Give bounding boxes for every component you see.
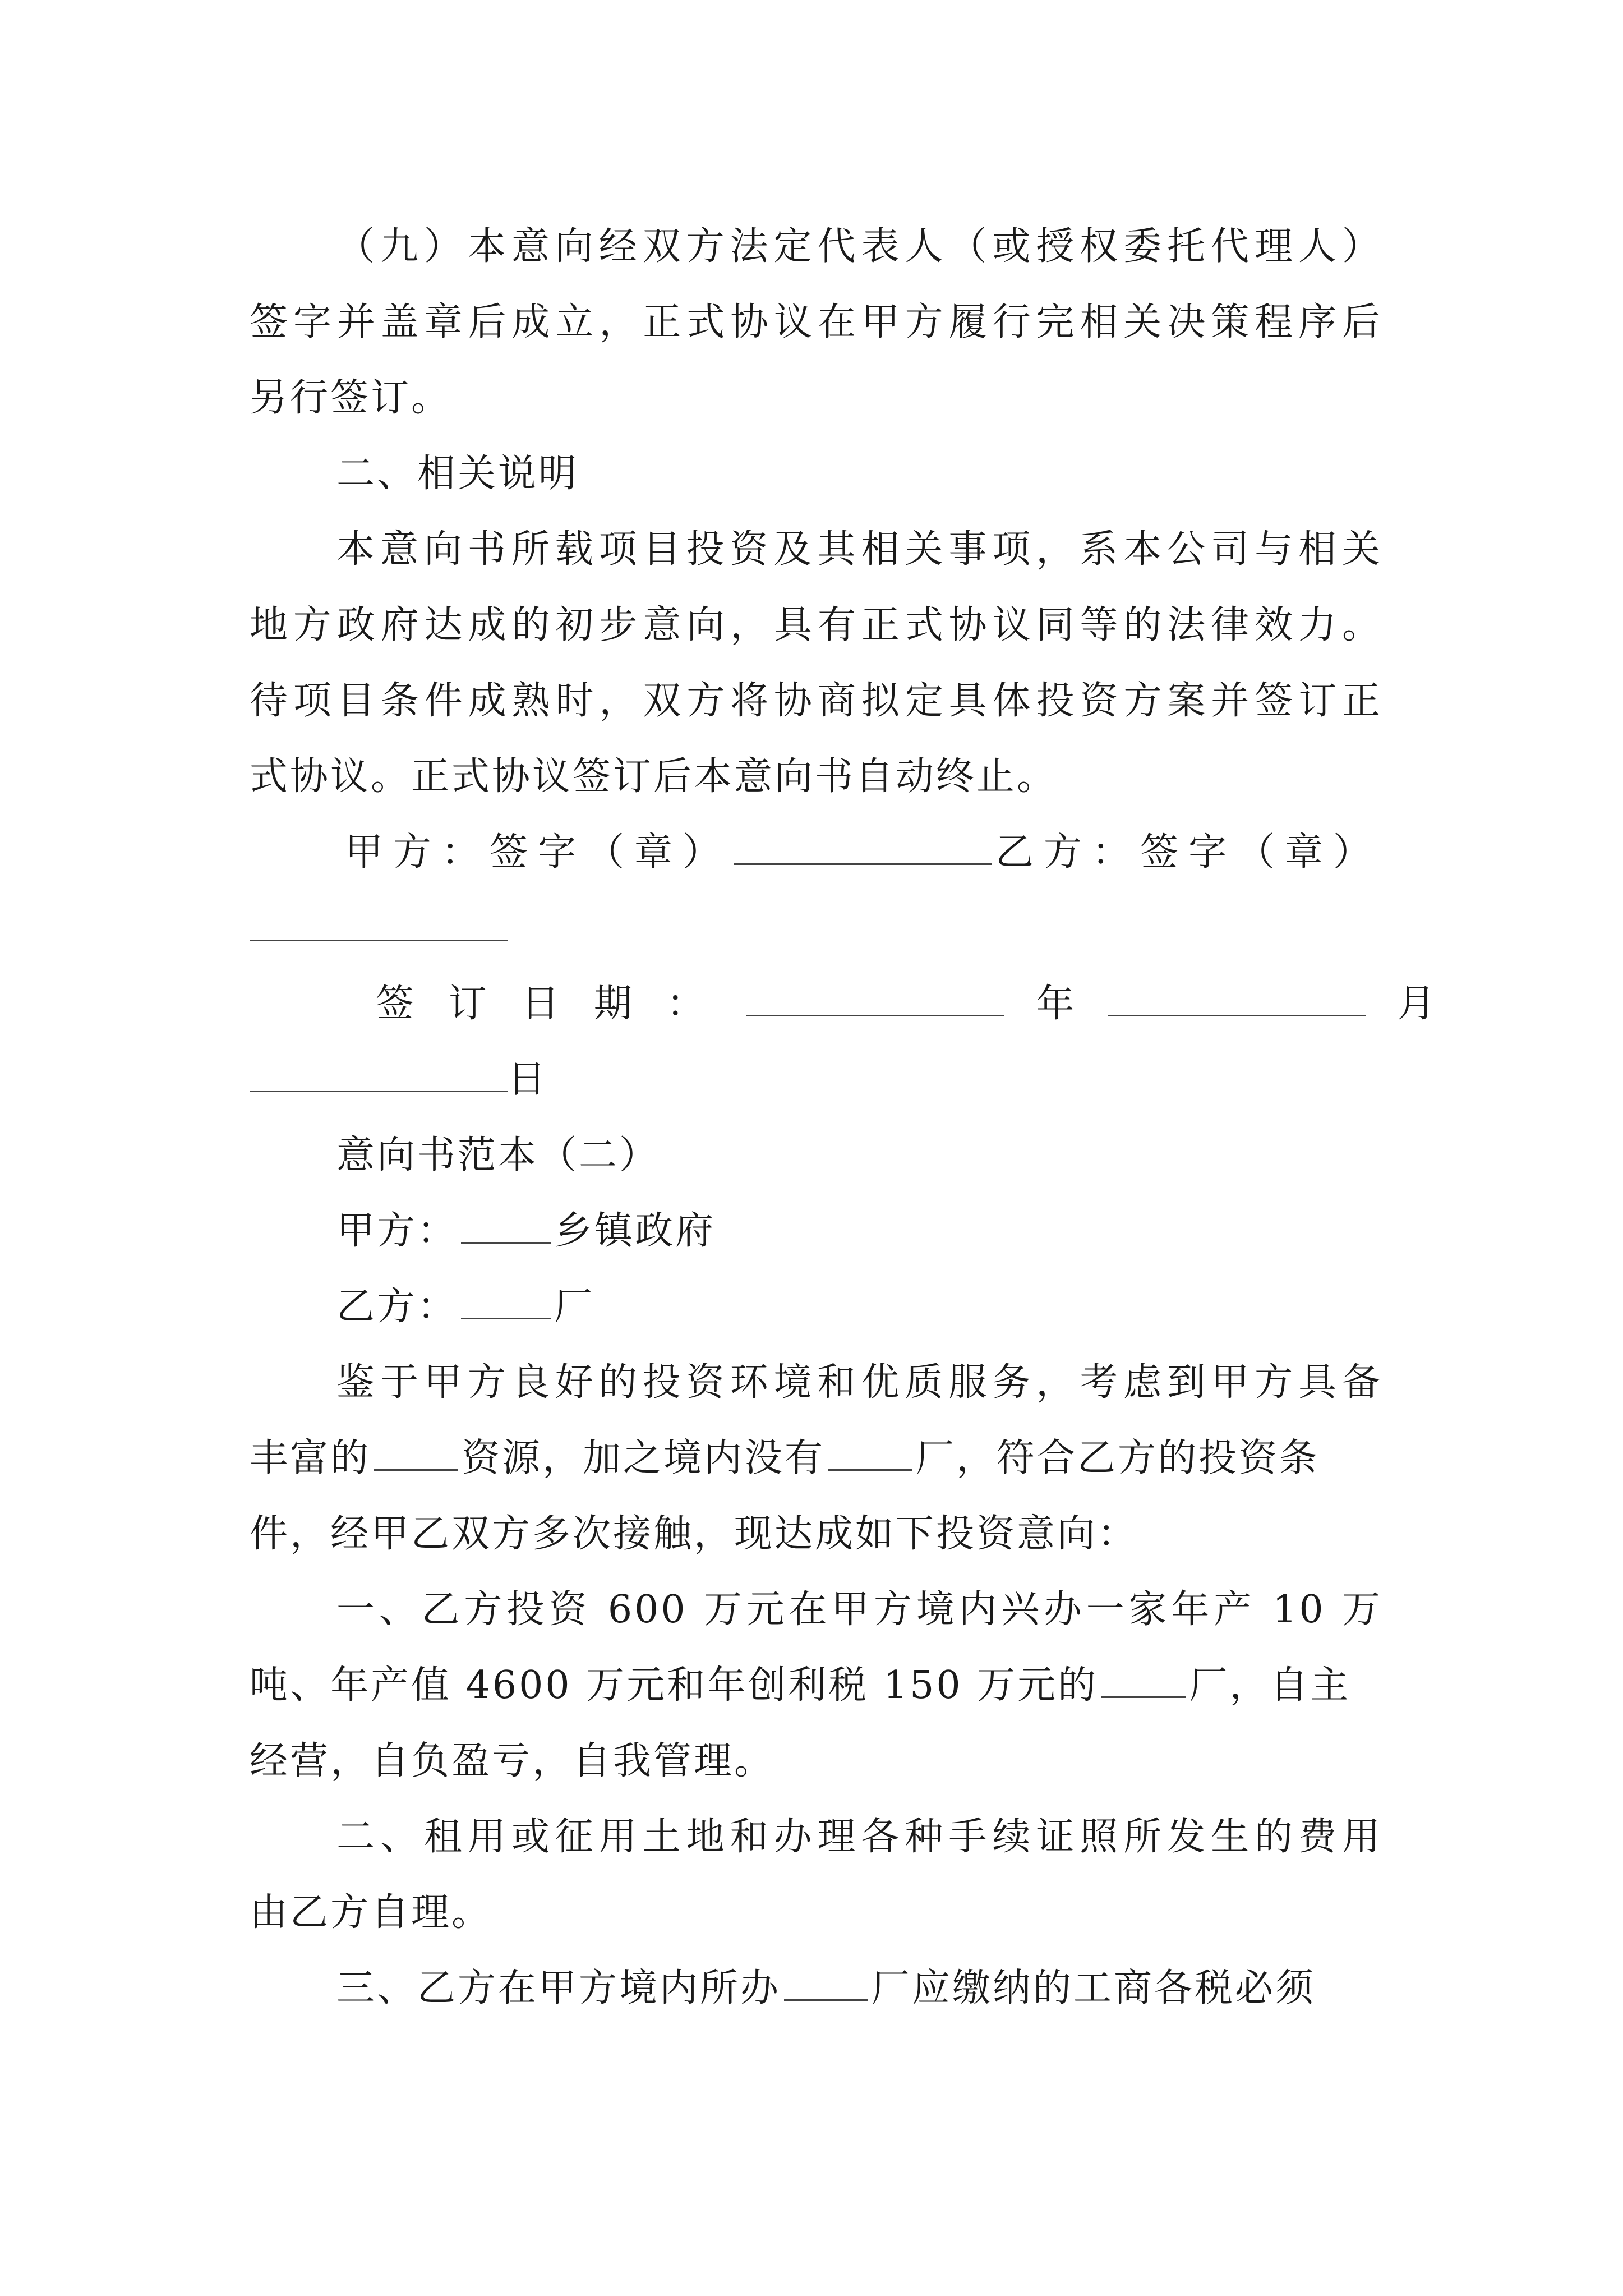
paragraph-line <box>250 1660 1382 1711</box>
factory-blank <box>828 1441 912 1471</box>
resource-blank <box>374 1441 458 1471</box>
paragraph-line: 件，经甲乙双方多次接触，现达成如下投资意向： <box>250 1512 1138 1556</box>
text-span: 厂，自主 <box>1189 1663 1351 1708</box>
factory-name-blank <box>1101 1668 1186 1698</box>
text-span: 资源，加之境内没有 <box>462 1436 826 1480</box>
party-b-name: 厂 <box>554 1285 595 1329</box>
party-b-signature-blank <box>250 940 508 941</box>
year-label: 年 <box>1036 982 1077 1026</box>
party-a-line <box>336 1206 1382 1257</box>
paragraph-line: 签字并盖章后成立，正式协议在甲方履行完相关决策程序后 <box>250 300 1382 344</box>
date-line-cont <box>250 1055 1382 1105</box>
paragraph-line: 本意向书所载项目投资及其相关事项，系本公司与相关 <box>336 527 1382 572</box>
paragraph-line <box>250 1433 1382 1484</box>
year-blank <box>746 987 1004 1016</box>
factory-tax-blank <box>784 1971 868 2001</box>
month-blank <box>1108 987 1366 1016</box>
text-span: 三、乙方在甲方境内所办 <box>336 1966 781 2010</box>
paragraph-line: 地方政府达成的初步意向，具有正式协议同等的法律效力。 <box>250 603 1382 647</box>
paragraph-line: 鉴于甲方良好的投资环境和优质服务，考虑到甲方具备 <box>336 1360 1382 1405</box>
text-span: 吨、年产值 4600 万元和年创利税 150 万元的 <box>250 1663 1099 1708</box>
section-heading: 二、相关说明 <box>336 452 579 496</box>
party-a-signature-label: 甲方：签字（章） <box>345 830 731 875</box>
paragraph-line: （九）本意向经双方法定代表人（或授权委托代理人） <box>336 224 1382 269</box>
party-b-signature-label: 乙方：签字（章） <box>995 830 1382 875</box>
date-line <box>376 979 1438 1029</box>
party-b-blank <box>461 1290 551 1319</box>
text-span: 丰富的 <box>250 1436 371 1480</box>
party-a-signature-blank <box>734 835 992 865</box>
signature-line <box>345 827 1388 878</box>
month-label: 月 <box>1397 982 1438 1026</box>
paragraph-line <box>336 1963 1382 2014</box>
paragraph-line: 待项目条件成熟时，双方将协商拟定具体投资方案并签订正 <box>250 679 1382 723</box>
text-span: 厂，符合乙方的投资条 <box>916 1436 1320 1480</box>
day-blank <box>250 1062 508 1092</box>
sign-date-label: 签 订 日 期 ： <box>376 982 716 1026</box>
party-b-line <box>336 1282 1382 1332</box>
day-label: 日 <box>508 1057 548 1102</box>
text-span: 厂应缴纳的工商各税必须 <box>872 1966 1316 2010</box>
template-title: 意向书范本（二） <box>336 1133 660 1177</box>
party-a-label: 甲方： <box>336 1209 458 1253</box>
party-a-blank <box>461 1214 551 1244</box>
party-b-label: 乙方： <box>336 1285 458 1329</box>
paragraph-line: 式协议。正式协议签订后本意向书自动终止。 <box>250 754 1058 799</box>
paragraph-line: 另行签订。 <box>250 376 452 420</box>
paragraph-line: 经营，自负盈亏，自我管理。 <box>250 1739 775 1783</box>
party-a-name: 乡镇政府 <box>554 1209 716 1253</box>
paragraph-line: 一、乙方投资 600 万元在甲方境内兴办一家年产 10 万 <box>336 1588 1382 1632</box>
paragraph-line: 二、租用或征用土地和办理各种手续证照所发生的费用 <box>336 1815 1382 1859</box>
paragraph-line: 由乙方自理。 <box>250 1890 492 1935</box>
